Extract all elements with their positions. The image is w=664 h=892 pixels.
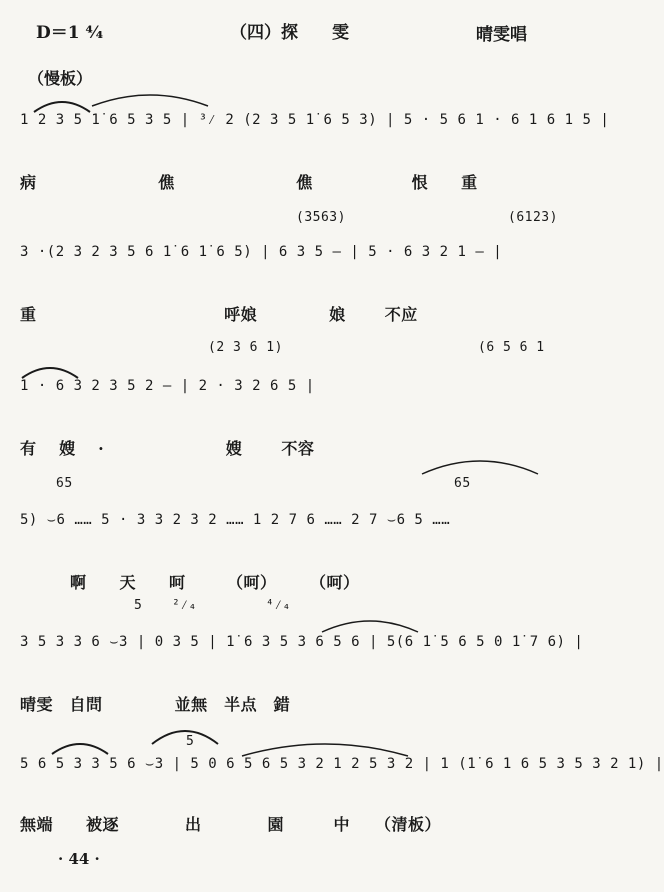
- grace-notes: 65: [56, 476, 73, 491]
- slur-mark: [50, 738, 110, 758]
- lyrics-line-4: 啊 天 呵 （呵） （呵）: [70, 573, 360, 592]
- notation-line-1: 1 2 3 5 1̇ 6 5 3 5 | ³⁄ 2 (2 3 5 1̇ 6 5 3) | 5 · 5 6 1 · 6 1 6 1 5 |: [20, 112, 610, 128]
- notation-line-5: 3 5 3 3 6 ⌣3 | 0 3 5 | 1̇ 6 3 5 3 6 5 6 | 5(6 1̇ 5 6 5 0 1̇ 7 6) |: [20, 634, 584, 650]
- tempo-marking: （慢板）: [28, 69, 93, 88]
- grace-notes: (3563): [296, 210, 346, 225]
- lyrics-line-3: 有 嫂 · 嫂 不容: [20, 439, 315, 458]
- grace-notes: 5: [134, 598, 143, 613]
- grace-notes: (6 5 6 1: [478, 340, 545, 355]
- time-signature-change: ⁴⁄₄: [266, 598, 291, 613]
- lyrics-line-6: 無端 被逐 出 園 中 （清板）: [20, 815, 442, 834]
- slur-mark: [90, 90, 210, 110]
- singer-credit: 晴雯唱: [476, 25, 527, 45]
- grace-notes: (2 3 6 1): [208, 340, 283, 355]
- slur-mark: [150, 724, 220, 748]
- lyrics-line-2: 重 呼娘 娘 不应: [20, 305, 418, 324]
- grace-notes: (6123): [508, 210, 558, 225]
- slur-mark: [320, 616, 420, 636]
- notation-line-4: 5) ⌣6 …… 5 · 3 3 2 3 2 …… 1 2 7 6 …… 2 7 ⌣6 5 ……: [20, 512, 451, 528]
- grace-notes: 65: [454, 476, 471, 491]
- lyrics-line-5: 晴雯 自問 並無 半点 錯: [20, 695, 291, 714]
- key-signature: D＝1 ⁴⁄₄: [36, 23, 104, 43]
- notation-line-6: 5 6 5 3 3 5 6 ⌣3 | 5 0 6 5 6 5 3 2 1 2 5 3 2 | 1 (1̇ 6 1 6 5 3 5 3 2 1) |: [20, 756, 664, 772]
- page-number: · 44 ·: [58, 850, 100, 868]
- notation-line-2: 3 ·(2 3 2 3 5 6 1̇ 6 1̇ 6 5) | 6 3 5 — | 5 · 6 3 2 1 — |: [20, 244, 503, 260]
- slur-mark: [420, 458, 540, 478]
- piece-title: （四）探 雯: [230, 23, 349, 43]
- notation-line-3: 1 · 6 3 2 3 5 2 — | 2 · 3 2 6 5 |: [20, 378, 315, 394]
- grace-notes: 5: [186, 734, 195, 749]
- lyrics-line-1: 病 僬 僬 恨 重: [20, 173, 478, 192]
- time-signature-change: ²⁄₄: [172, 598, 197, 613]
